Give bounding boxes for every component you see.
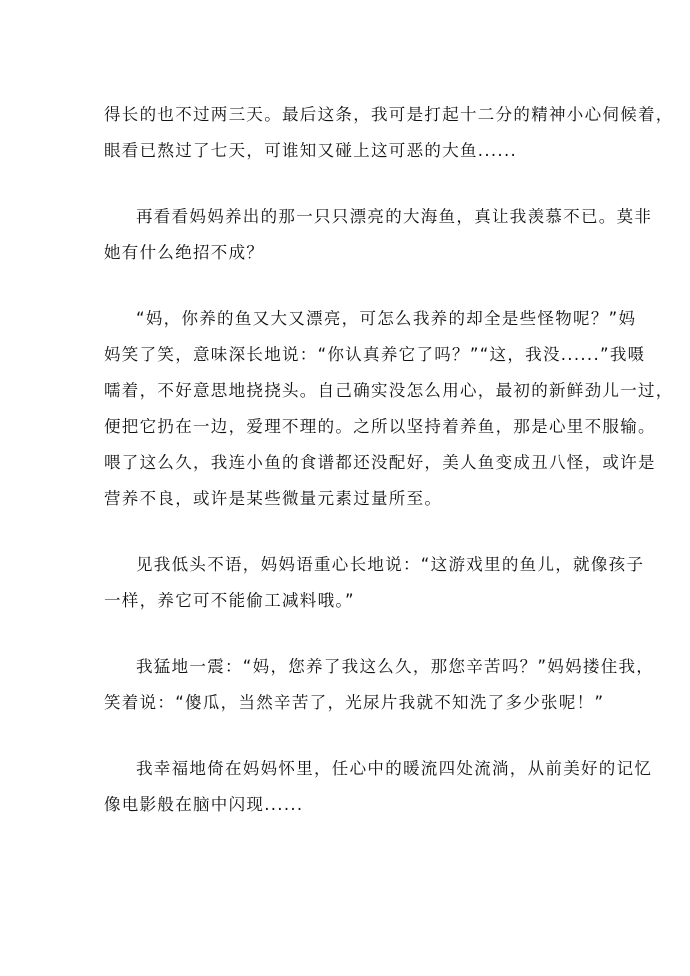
text-line: “妈，你养的鱼又大又漂亮，可怎么我养的却全是些怪物呢？”妈 xyxy=(136,309,637,328)
text-line: 我幸福地倚在妈妈怀里，任心中的暖流四处流淌，从前美好的记忆 xyxy=(136,759,653,778)
text-line: 眼看已熬过了七天，可谁知又碰上这可恶的大鱼...... xyxy=(104,141,518,160)
text-line: 见我低头不语，妈妈语重心长地说：“这游戏里的鱼儿，就像孩子 xyxy=(136,555,645,574)
text-line: 笑着说：“傻瓜，当然辛苦了，光尿片我就不知洗了多少张呢！” xyxy=(104,693,605,712)
paragraph-2 xyxy=(104,199,653,271)
text-line: 妈笑了笑，意味深长地说：“你认真养它了吗？”“这，我没......”我嗫 xyxy=(104,345,646,364)
text-line: 再看看妈妈养出的那一只只漂亮的大海鱼，真让我羡慕不已。莫非 xyxy=(136,207,653,226)
paragraph-1 xyxy=(104,97,674,169)
paragraph-5 xyxy=(104,649,655,721)
paragraph-6 xyxy=(104,751,653,823)
text-line: 得长的也不过两三天。最后这条，我可是打起十二分的精神小心伺候着， xyxy=(104,105,674,124)
text-line: 我猛地一震：“妈，您养了我这么久，那您辛苦吗？”妈妈搂住我， xyxy=(136,657,655,676)
text-line: 营养不良，或许是某些微量元素过量所至。 xyxy=(104,489,443,508)
document-body xyxy=(104,97,674,853)
text-line: 她有什么绝招不成？ xyxy=(104,243,265,262)
text-line: 像电影般在脑中闪现...... xyxy=(104,795,304,814)
text-line: 一样，养它可不能偷工减料哦。” xyxy=(104,591,355,610)
text-line: 喂了这么久，我连小鱼的食谱都还没配好，美人鱼变成丑八怪，或许是 xyxy=(104,453,656,472)
text-line: 便把它扔在一边，爱理不理的。之所以坚持着养鱼，那是心里不服输。 xyxy=(104,417,656,436)
paragraph-3 xyxy=(104,301,674,517)
paragraph-4 xyxy=(104,547,645,619)
text-line: 嚅着，不好意思地挠挠头。自己确实没怎么用心，最初的新鲜劲儿一过， xyxy=(104,381,674,400)
